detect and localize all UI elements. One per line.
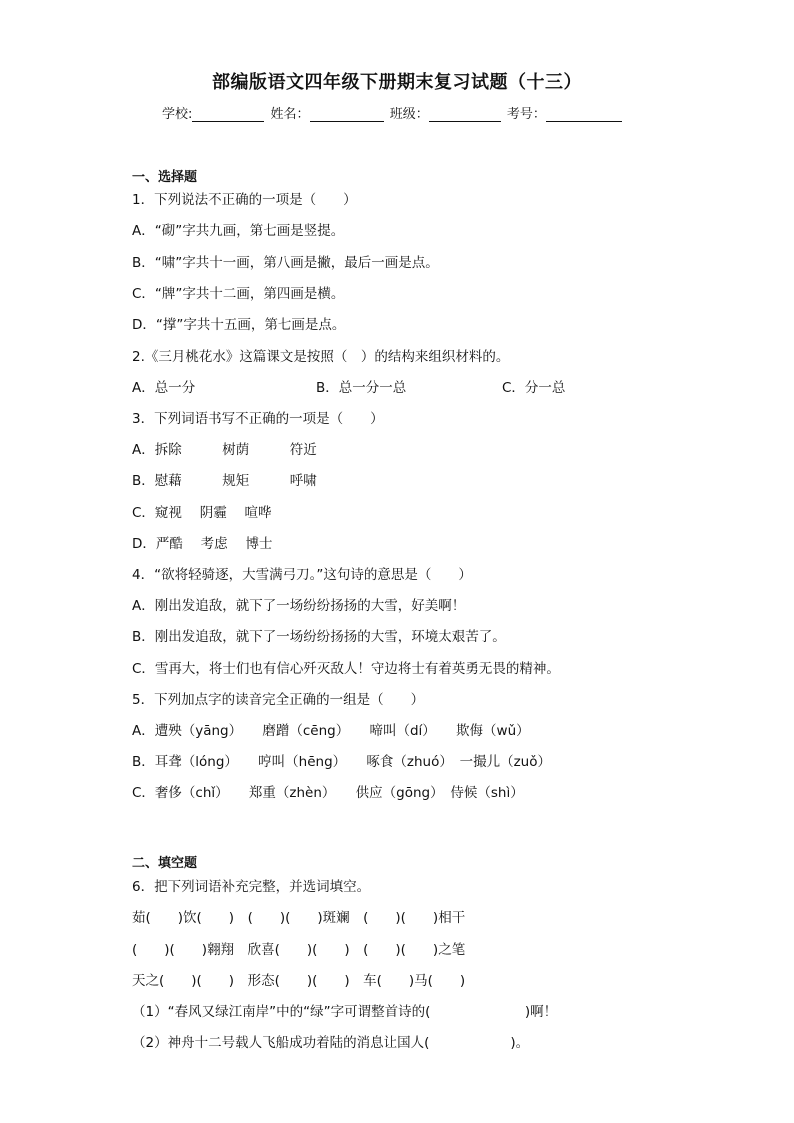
section-heading-fill: 二、填空题: [132, 856, 198, 871]
q4-option-a: A．刚出发追敌，就下了一场纷纷扬扬的大雪，好美啊！: [132, 598, 466, 614]
class-label: 班级：: [389, 107, 429, 122]
q1-option-b: B．“啸”字共十一画，第八画是撇，最后一画是点。: [132, 255, 439, 271]
section-heading-choice: 一、选择题: [132, 170, 198, 185]
q2-option-a: A．总一分: [132, 380, 196, 396]
q5-option-b: B．耳聋（lóng） 哼叫（hēng） 啄食（zhuó） 一撮儿（zuǒ）: [132, 754, 551, 770]
student-info-row: [162, 103, 642, 122]
q2-option-b: B．总一分一总: [316, 380, 407, 396]
class-blank[interactable]: [429, 107, 501, 122]
q1-option-c: C．“牌”字共十二画，第四画是横。: [132, 286, 345, 302]
question-3: 3．下列词语书写不正确的一项是（ ）: [132, 411, 384, 427]
q6-sentence-2: （2）神舟十二号载人飞船成功着陆的消息让国人( )。: [132, 1035, 530, 1051]
question-5: 5．下列加点字的读音完全正确的一组是（ ）: [132, 692, 425, 708]
q2-options: [132, 378, 565, 398]
q6-words-row-2: ( )( )翱翔 欣喜( )( ) ( )( )之笔: [132, 942, 466, 958]
q5-option-c: C．奢侈（chǐ） 郑重（zhèn） 供应（gōng） 侍候（shì）: [132, 785, 524, 801]
question-6: 6．把下列词语补充完整，并选词填空。: [132, 879, 371, 895]
q3-option-d: D．严酷 考虑 博士: [132, 536, 273, 552]
question-1: 1．下列说法不正确的一项是（ ）: [132, 192, 357, 208]
number-label: 考号：: [506, 107, 546, 122]
q6-words-row-3: 天之( )( ) 形态( )( ) 车( )马( ): [132, 973, 466, 989]
page-title: 部编版语文四年级下册期末复习试题（十三）: [212, 72, 582, 93]
q3-option-b: B．慰藉 规矩 呼啸: [132, 473, 317, 489]
name-label: 姓名：: [270, 107, 310, 122]
q4-option-c: C．雪再大，将士们也有信心歼灭敌人！守边将士有着英勇无畏的精神。: [132, 661, 560, 677]
school-blank[interactable]: [192, 107, 264, 122]
q2-option-c: C．分一总: [502, 380, 566, 396]
name-blank[interactable]: [310, 107, 384, 122]
q6-sentence-1: （1）“春风又绿江南岸”中的“绿”字可谓整首诗的( )啊！: [132, 1004, 558, 1020]
q1-option-d: D．“撑”字共十五画，第七画是点。: [132, 317, 346, 333]
q5-option-a: A．遭殃（yāng） 磨蹭（cēng） 啼叫（dí） 欺侮（wǔ）: [132, 723, 530, 739]
number-blank[interactable]: [546, 107, 622, 122]
q3-option-c: C．窥视 阴霾 喧哗: [132, 505, 272, 521]
question-4: 4．“欲将轻骑逐，大雪满弓刀。”这句诗的意思是（ ）: [132, 567, 472, 583]
q6-words-row-1: 茹( )饮( ) ( )( )斑斓 ( )( )相干: [132, 910, 466, 926]
q1-option-a: A．“砌”字共九画，第七画是竖提。: [132, 223, 345, 239]
q4-option-b: B．刚出发追敌，就下了一场纷纷扬扬的大雪，环境太艰苦了。: [132, 629, 506, 645]
q3-option-a: A．拆除 树荫 符近: [132, 442, 317, 458]
question-2: 2.《三月桃花水》这篇课文是按照（ ）的结构来组织材料的。: [132, 349, 510, 365]
school-label: 学校:: [162, 107, 193, 122]
